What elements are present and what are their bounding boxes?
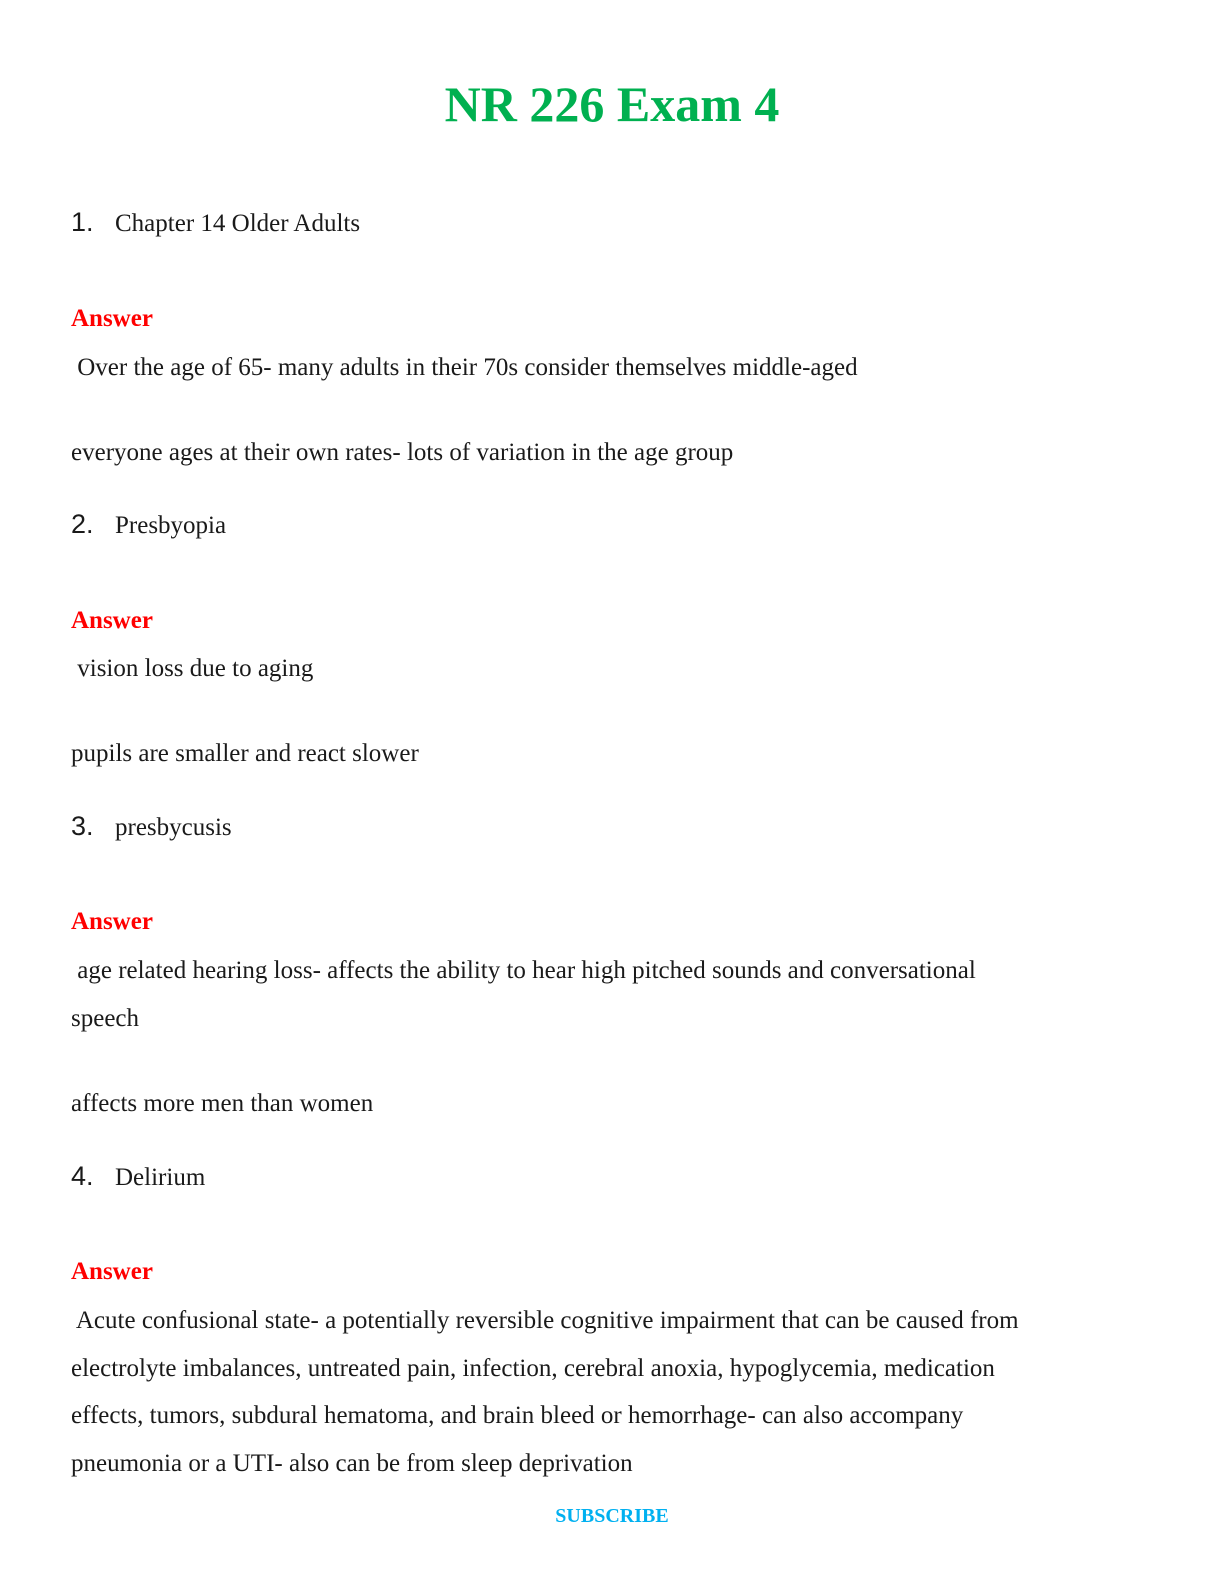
answer-label: Answer xyxy=(71,908,153,935)
answer-extra-3: affects more men than women xyxy=(71,1090,374,1117)
answer-line: Over the age of 65- many adults in their 70s consider themselves middle-aged xyxy=(71,354,858,381)
answer-text-2 xyxy=(71,645,1151,693)
question-text: Presbyopia xyxy=(115,512,227,539)
answer-text-1 xyxy=(71,344,1151,392)
question-number: 4. xyxy=(71,1161,94,1191)
answer-line: vision loss due to aging xyxy=(71,655,314,682)
question-line xyxy=(71,206,1151,240)
question-line xyxy=(71,508,1151,542)
answer-line: effects, tumors, subdural hematoma, and brain bleed or hemorrhage- can also accompany xyxy=(71,1402,964,1429)
question-4 xyxy=(71,1160,1151,1194)
answer-line: electrolyte imbalances, untreated pain, infection, cerebral anoxia, hypoglycemia, medication xyxy=(71,1354,995,1382)
answer-line: age related hearing loss- affects the ability to hear high pitched sounds and conversational xyxy=(71,957,976,984)
page-title: NR 226 Exam 4 xyxy=(444,76,780,132)
question-text: presbycusis xyxy=(115,814,232,841)
subscribe-link[interactable]: SUBSCRIBE xyxy=(555,1505,669,1527)
question-number: 2. xyxy=(71,509,94,539)
answer-label: Answer xyxy=(71,1258,153,1285)
answer-line: pneumonia or a UTI- also can be from sleep deprivation xyxy=(71,1449,633,1477)
question-2 xyxy=(71,508,1151,542)
answer-extra-2: pupils are smaller and react slower xyxy=(71,740,419,767)
question-3 xyxy=(71,810,1151,844)
answer-line: Acute confusional state- a potentially reversible cognitive impairment that can be caused from xyxy=(71,1307,1019,1334)
question-number: 1. xyxy=(71,207,94,237)
question-text: Delirium xyxy=(115,1164,206,1191)
question-1 xyxy=(71,206,1151,240)
question-text: Chapter 14 Older Adults xyxy=(115,210,361,237)
answer-text-3 xyxy=(71,947,1151,1042)
question-line xyxy=(71,1160,1151,1194)
question-number: 3. xyxy=(71,811,94,841)
answer-line: speech xyxy=(71,1004,140,1032)
answer-label: Answer xyxy=(71,607,153,634)
question-line xyxy=(71,810,1151,844)
answer-extra-1: everyone ages at their own rates- lots of variation in the age group xyxy=(71,439,734,466)
answer-text-4 xyxy=(71,1297,1151,1487)
answer-label: Answer xyxy=(71,305,153,332)
